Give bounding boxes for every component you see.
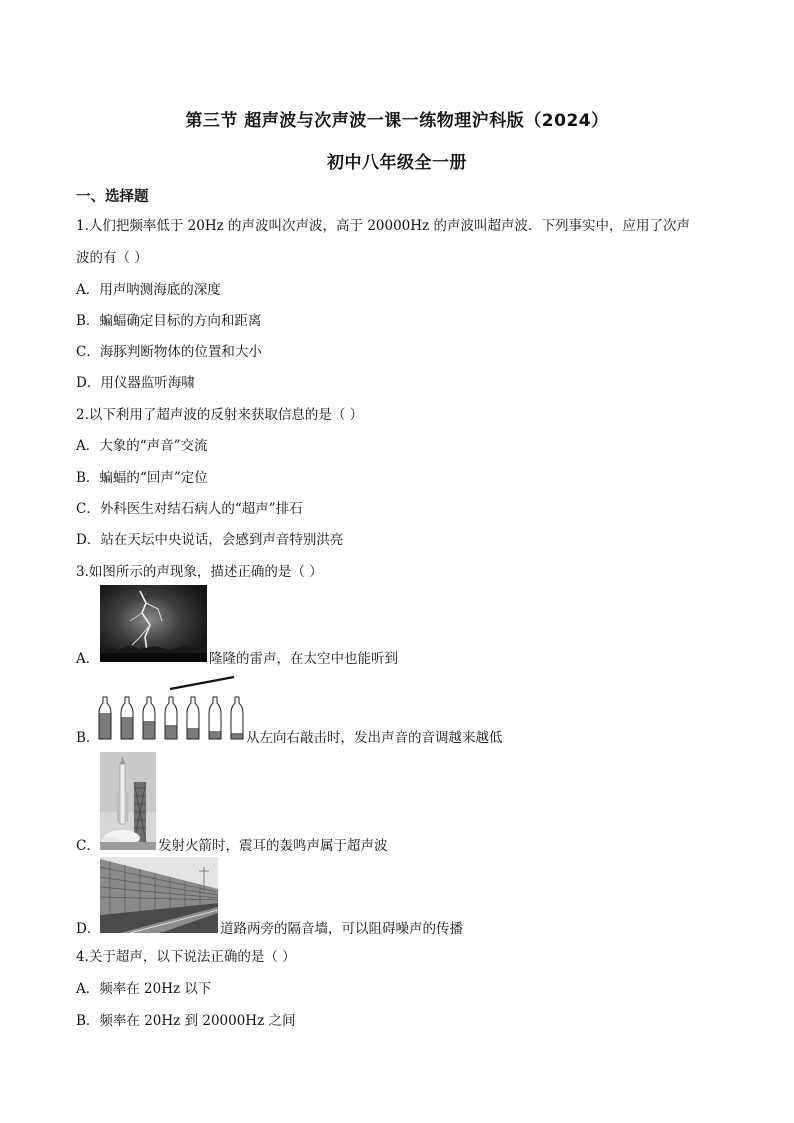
q3-option-b-text: 从左向右敲击时，发出声音的音调越来越低 xyxy=(246,730,503,746)
q3-option-d-label: D． xyxy=(76,921,101,937)
q3-option-d[interactable] xyxy=(76,857,716,937)
q4-option-a[interactable]: A．频率在 20Hz 以下 xyxy=(76,981,212,997)
bottle-7 xyxy=(231,697,243,739)
q2-option-d[interactable]: D．站在天坛中央说话，会感到声音特别洪亮 xyxy=(76,532,344,548)
q1-option-b[interactable]: B．蝙蝠确定目标的方向和距离 xyxy=(76,313,262,329)
q2-option-a[interactable]: A．大象的“声音”交流 xyxy=(76,438,208,454)
lightning-photo xyxy=(100,585,207,662)
document-subtitle: 初中八年级全一册 xyxy=(327,153,467,173)
sound-barrier-photo xyxy=(100,857,218,933)
bottle-5 xyxy=(187,697,199,739)
q3-option-c-text: 发射火箭时，震耳的轰鸣声属于超声波 xyxy=(158,838,388,854)
q3-option-b-label: B． xyxy=(76,730,100,746)
bottle-1 xyxy=(99,697,111,739)
q1-option-a[interactable]: A．用声呐测海底的深度 xyxy=(76,282,221,298)
bottle-4 xyxy=(165,697,177,739)
q3-option-c-label: C． xyxy=(76,838,100,854)
q3-option-d-text: 道路两旁的隔音墙，可以阻碍噪声的传播 xyxy=(220,921,463,937)
q2-stem: 2.以下利用了超声波的反射来获取信息的是（ ） xyxy=(76,407,364,423)
bottle-3 xyxy=(143,697,155,739)
q1-option-c[interactable]: C．海豚判断物体的位置和大小 xyxy=(76,344,262,360)
q3-option-b[interactable] xyxy=(76,673,716,745)
q3-option-a-text: 隆隆的雷声，在太空中也能听到 xyxy=(209,651,398,667)
bottle-2 xyxy=(121,697,133,739)
q3-stem: 3.如图所示的声现象，描述正确的是（ ） xyxy=(76,564,323,580)
q3-option-c[interactable] xyxy=(76,750,716,854)
q2-option-c[interactable]: C．外科医生对结石病人的“超声”排石 xyxy=(76,501,303,517)
section-heading: 一、选择题 xyxy=(76,189,149,205)
q4-option-b[interactable]: B．频率在 20Hz 到 20000Hz 之间 xyxy=(76,1013,296,1029)
q2-option-b[interactable]: B．蝙蝠的“回声”定位 xyxy=(76,470,208,486)
q3-option-a[interactable] xyxy=(76,585,716,667)
q3-option-a-label: A． xyxy=(76,651,100,667)
q4-stem: 4.关于超声，以下说法正确的是（ ） xyxy=(76,949,296,965)
q1-stem-line1: 1.人们把频率低于 20Hz 的声波叫次声波，高于 20000Hz 的声波叫超声波．下列事实中，应用了次声 xyxy=(76,218,690,234)
document-title: 第三节 超声波与次声波一课一练物理沪科版（2024） xyxy=(185,111,609,131)
bottle-6 xyxy=(209,697,221,739)
q1-option-d[interactable]: D．用仪器监听海啸 xyxy=(76,375,195,391)
water-bottles-diagram xyxy=(98,673,246,741)
q1-stem-line2: 波的有（ ） xyxy=(76,250,148,266)
rocket-launch-photo xyxy=(100,752,156,850)
